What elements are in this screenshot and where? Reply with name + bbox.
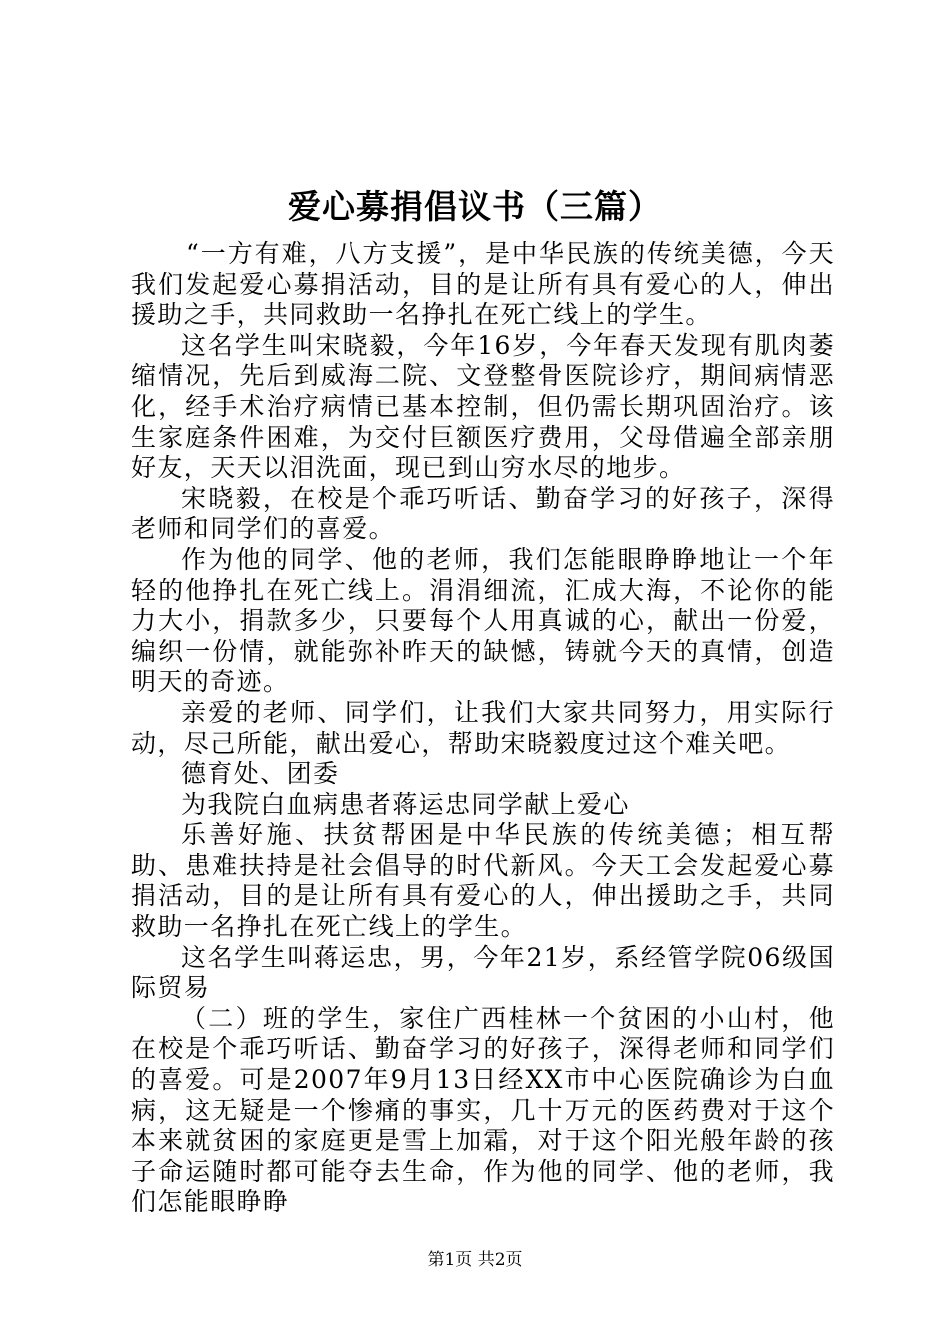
paragraph: 这名学生叫宋晓毅，今年16岁，今年春天发现有肌肉萎缩情况，先后到威海二院、文登整骨医院诊疗，期间病情恶化，经手术治疗病情已基本控制，但仍需长期巩固治疗。该生家庭条件困难，为交付巨额医疗费用，父母借遍全部亲朋好友，天天以泪洗面，现已到山穷水尽的地步。 [131, 330, 835, 483]
page-footer: 第1页 共2页 [427, 1250, 523, 1270]
paragraph: （二）班的学生，家住广西桂林一个贫困的小山村，他在校是个乖巧听话、勤奋学习的好孩子，深得老师和同学们的喜爱。可是2007年9月13日经XX市中心医院确诊为白血病，这无疑是一个惨痛的事实，几十万元的医药费对于这个本来就贫困的家庭更是雪上加霜，对于这个阳光般年龄的孩子命运随时都可能夺去生命，作为他的同学、他的老师，我们怎能眼睁睁 [131, 1003, 835, 1217]
paragraph: 这名学生叫蒋运忠，男，今年21岁，系经管学院06级国际贸易 [131, 942, 835, 1003]
section-heading: 为我院白血病患者蒋运忠同学献上爱心 [181, 789, 630, 819]
paragraph: “一方有难，八方支援”，是中华民族的传统美德，今天我们发起爱心募捐活动，目的是让所有具有爱心的人，伸出援助之手，共同救助一名挣扎在死亡线上的学生。 [131, 239, 835, 330]
document-title: 爱心募捐倡议书（三篇） [288, 187, 662, 226]
document-body [131, 239, 835, 1218]
paragraph: 宋晓毅，在校是个乖巧听话、勤奋学习的好孩子，深得老师和同学们的喜爱。 [131, 483, 835, 544]
paragraph: 乐善好施、扶贫帮困是中华民族的传统美德；相互帮助、患难扶持是社会倡导的时代新风。今天工会发起爱心募捐活动，目的是让所有具有爱心的人，伸出援助之手，共同救助一名挣扎在死亡线上的学生。 [131, 820, 835, 942]
paragraph: 作为他的同学、他的老师，我们怎能眼睁睁地让一个年轻的他挣扎在死亡线上。涓涓细流，汇成大海，不论你的能力大小，捐款多少，只要每个人用真诚的心，献出一份爱，编织一份情，就能弥补昨天的缺憾，铸就今天的真情，创造明天的奇迹。 [131, 544, 835, 697]
paragraph: 亲爱的老师、同学们，让我们大家共同努力，用实际行动，尽己所能，献出爱心，帮助宋晓毅度过这个难关吧。 [131, 697, 835, 758]
signature-line: 德育处、团委 [181, 759, 340, 789]
